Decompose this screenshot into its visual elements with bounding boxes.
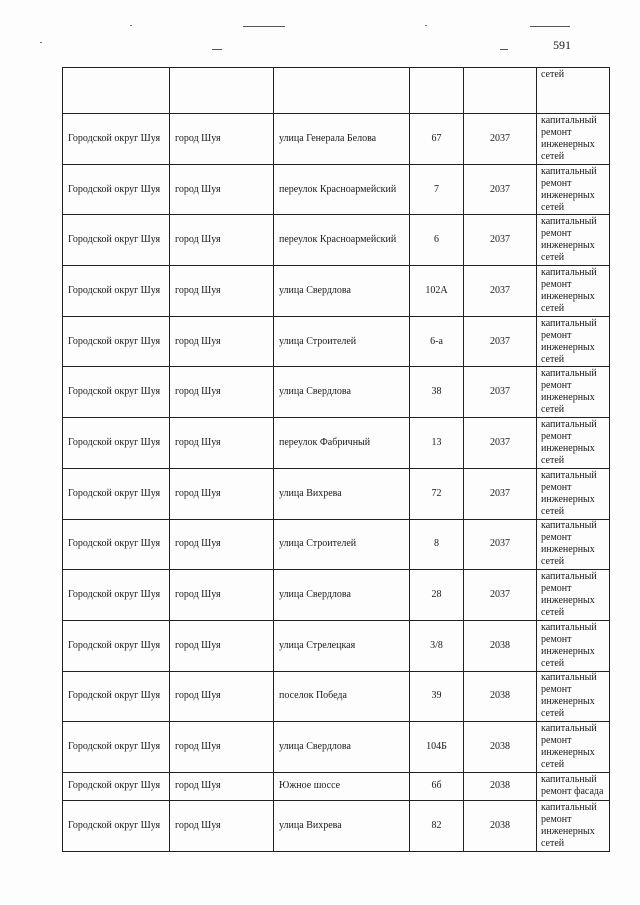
- cell-year: 2038: [464, 800, 537, 851]
- cell-work: капитальный ремонт инженерных сетей: [537, 570, 610, 621]
- cell-year: [464, 68, 537, 114]
- cell-district: Городской округ Шуя: [63, 418, 170, 469]
- table-row: [63, 800, 610, 851]
- cell-district: [63, 68, 170, 114]
- cell-year: 2037: [464, 367, 537, 418]
- scan-artifact-line: [212, 49, 222, 50]
- table-row: [63, 316, 610, 367]
- cell-city: город Шуя: [170, 114, 274, 165]
- scan-artifact-dot: [425, 25, 427, 26]
- cell-house: [410, 68, 464, 114]
- cell-work: капитальный ремонт инженерных сетей: [537, 722, 610, 773]
- cell-city: город Шуя: [170, 772, 274, 800]
- cell-district: Городской округ Шуя: [63, 519, 170, 570]
- table-row: [63, 671, 610, 722]
- scan-artifact-dot: [130, 25, 132, 26]
- cell-work: сетей: [537, 68, 610, 114]
- cell-city: город Шуя: [170, 620, 274, 671]
- cell-street: улица Вихрева: [274, 468, 410, 519]
- table-row: [63, 114, 610, 165]
- cell-district: Городской округ Шуя: [63, 164, 170, 215]
- cell-work: капитальный ремонт инженерных сетей: [537, 671, 610, 722]
- cell-year: 2037: [464, 519, 537, 570]
- cell-street: улица Свердлова: [274, 570, 410, 621]
- cell-district: Городской округ Шуя: [63, 114, 170, 165]
- cell-year: 2037: [464, 266, 537, 317]
- cell-street: улица Свердлова: [274, 266, 410, 317]
- cell-house: 13: [410, 418, 464, 469]
- table-row: [63, 620, 610, 671]
- cell-work: капитальный ремонт инженерных сетей: [537, 519, 610, 570]
- cell-year: 2037: [464, 164, 537, 215]
- cell-street: [274, 68, 410, 114]
- cell-house: 28: [410, 570, 464, 621]
- cell-district: Городской округ Шуя: [63, 722, 170, 773]
- cell-year: 2037: [464, 215, 537, 266]
- cell-work: капитальный ремонт фасада: [537, 772, 610, 800]
- cell-street: переулок Красноармейский: [274, 215, 410, 266]
- cell-city: город Шуя: [170, 164, 274, 215]
- cell-district: Городской округ Шуя: [63, 671, 170, 722]
- cell-street: улица Вихрева: [274, 800, 410, 851]
- cell-work: капитальный ремонт инженерных сетей: [537, 215, 610, 266]
- scan-artifact-dot: [40, 42, 42, 43]
- cell-work: капитальный ремонт инженерных сетей: [537, 468, 610, 519]
- cell-city: город Шуя: [170, 722, 274, 773]
- cell-house: 39: [410, 671, 464, 722]
- page-number: 591: [553, 38, 571, 52]
- cell-street: улица Стрелецкая: [274, 620, 410, 671]
- table-row-continued: [63, 68, 610, 114]
- cell-house: 6: [410, 215, 464, 266]
- table-row: [63, 722, 610, 773]
- cell-district: Городской округ Шуя: [63, 620, 170, 671]
- table-row: [63, 468, 610, 519]
- table-row: [63, 266, 610, 317]
- cell-house: 38: [410, 367, 464, 418]
- table-row: [63, 367, 610, 418]
- scan-artifact-line: [500, 49, 508, 50]
- cell-work: капитальный ремонт инженерных сетей: [537, 620, 610, 671]
- table-row: [63, 215, 610, 266]
- cell-street: улица Генерала Белова: [274, 114, 410, 165]
- cell-city: [170, 68, 274, 114]
- cell-city: город Шуя: [170, 418, 274, 469]
- cell-street: переулок Красноармейский: [274, 164, 410, 215]
- cell-house: 102А: [410, 266, 464, 317]
- cell-city: город Шуя: [170, 266, 274, 317]
- cell-year: 2038: [464, 722, 537, 773]
- table-row: [63, 570, 610, 621]
- cell-year: 2037: [464, 114, 537, 165]
- cell-street: улица Свердлова: [274, 722, 410, 773]
- housing-repair-table: [62, 67, 610, 852]
- cell-work: капитальный ремонт инженерных сетей: [537, 800, 610, 851]
- cell-work: капитальный ремонт инженерных сетей: [537, 266, 610, 317]
- scan-artifact-line: [530, 26, 570, 27]
- cell-city: город Шуя: [170, 519, 274, 570]
- cell-work: капитальный ремонт инженерных сетей: [537, 164, 610, 215]
- cell-house: 104Б: [410, 722, 464, 773]
- cell-district: Городской округ Шуя: [63, 772, 170, 800]
- cell-house: 3/8: [410, 620, 464, 671]
- cell-work: капитальный ремонт инженерных сетей: [537, 367, 610, 418]
- cell-year: 2038: [464, 772, 537, 800]
- cell-district: Городской округ Шуя: [63, 570, 170, 621]
- cell-year: 2037: [464, 418, 537, 469]
- cell-city: город Шуя: [170, 215, 274, 266]
- cell-work: капитальный ремонт инженерных сетей: [537, 418, 610, 469]
- cell-district: Городской округ Шуя: [63, 215, 170, 266]
- cell-street: переулок Фабричный: [274, 418, 410, 469]
- cell-work: капитальный ремонт инженерных сетей: [537, 316, 610, 367]
- cell-city: город Шуя: [170, 468, 274, 519]
- table-row: [63, 164, 610, 215]
- cell-work: капитальный ремонт инженерных сетей: [537, 114, 610, 165]
- cell-city: город Шуя: [170, 316, 274, 367]
- cell-district: Городской округ Шуя: [63, 468, 170, 519]
- cell-city: город Шуя: [170, 570, 274, 621]
- cell-year: 2037: [464, 570, 537, 621]
- scan-artifact-line: [243, 26, 285, 27]
- cell-city: город Шуя: [170, 671, 274, 722]
- cell-city: город Шуя: [170, 800, 274, 851]
- cell-year: 2037: [464, 468, 537, 519]
- cell-year: 2038: [464, 620, 537, 671]
- cell-district: Городской округ Шуя: [63, 316, 170, 367]
- cell-year: 2038: [464, 671, 537, 722]
- table-row: [63, 418, 610, 469]
- cell-street: улица Строителей: [274, 316, 410, 367]
- cell-district: Городской округ Шуя: [63, 266, 170, 317]
- cell-house: 82: [410, 800, 464, 851]
- cell-house: 67: [410, 114, 464, 165]
- cell-house: 72: [410, 468, 464, 519]
- cell-street: улица Строителей: [274, 519, 410, 570]
- cell-district: Городской округ Шуя: [63, 800, 170, 851]
- cell-house: 7: [410, 164, 464, 215]
- cell-street: поселок Победа: [274, 671, 410, 722]
- cell-house: 6-а: [410, 316, 464, 367]
- cell-district: Городской округ Шуя: [63, 367, 170, 418]
- cell-street: улица Свердлова: [274, 367, 410, 418]
- table-row: [63, 772, 610, 800]
- cell-street: Южное шоссе: [274, 772, 410, 800]
- cell-year: 2037: [464, 316, 537, 367]
- cell-house: 8: [410, 519, 464, 570]
- cell-city: город Шуя: [170, 367, 274, 418]
- cell-house: 6б: [410, 772, 464, 800]
- table-row: [63, 519, 610, 570]
